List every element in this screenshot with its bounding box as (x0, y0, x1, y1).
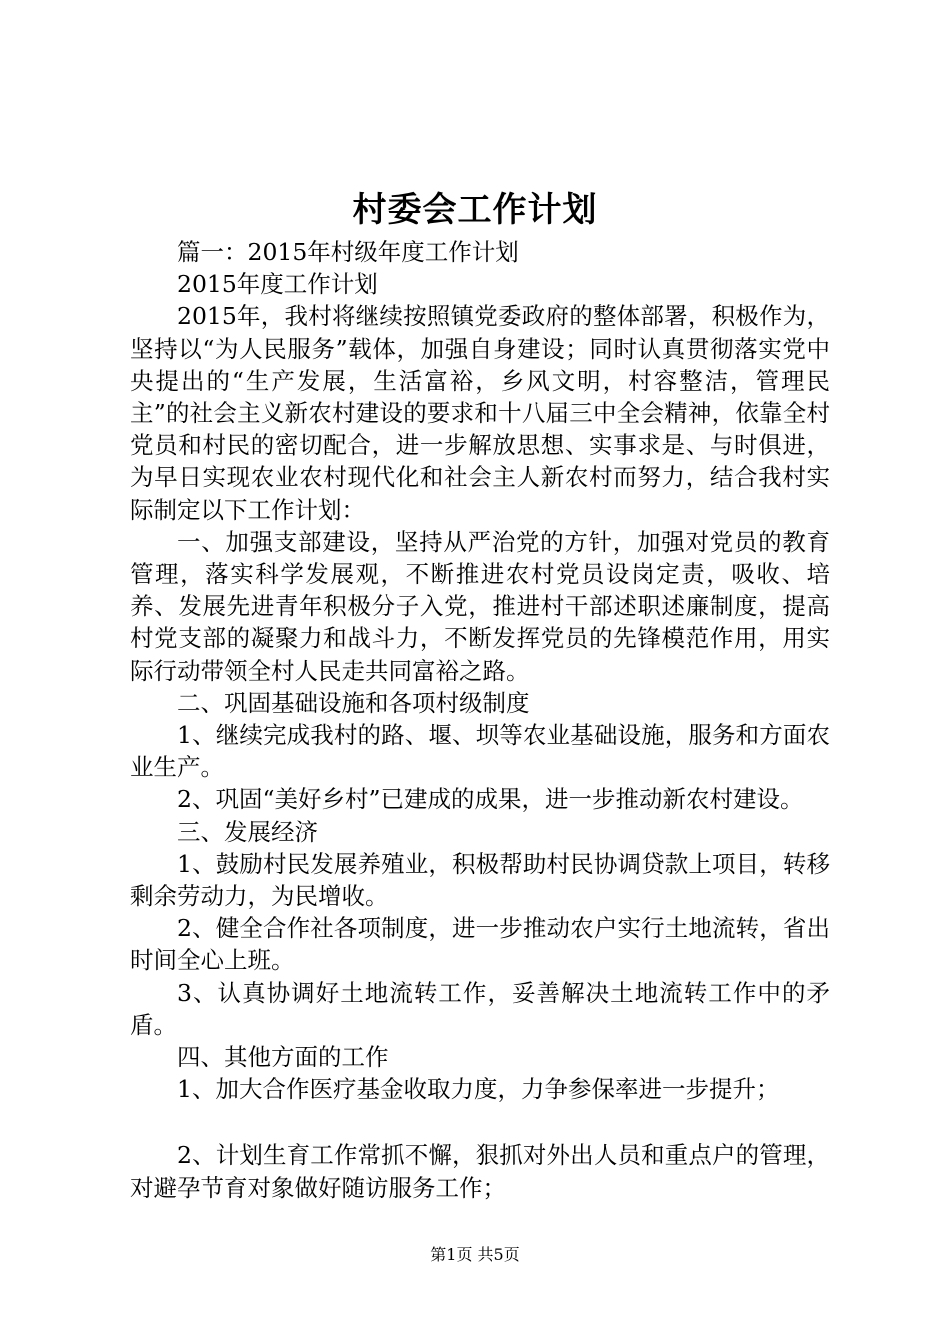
section-heading: 二、巩固基础设施和各项村级制度 (177, 688, 530, 717)
paragraph: 2015年，我村将继续按照镇党委政府的整体部署，积极作为，坚持以“为人民服务”载体，加强自身建设；同时认真贯彻落实党中央提出的“生产发展，生活富裕，乡风文明，村容整洁，管理民主”的社会主义新农村建设的要求和十八届三中全会精神，依靠全村党员和村民的密切配合，进一步解放思想、实事求是、与时俱进，为早日实现农业农村现代化和社会主人新农村而努力，结合我村实际制定以下工作计划： (130, 302, 830, 524)
document-title: 村委会工作计划 (352, 190, 598, 230)
list-item: 2、计划生育工作常抓不懈，狠抓对外出人员和重点户的管理，对避孕节育对象做好随访服务工作； (130, 1141, 830, 1202)
list-item: 3、认真协调好土地流转工作，妥善解决土地流转工作中的矛盾。 (130, 978, 830, 1039)
section-heading: 篇一：2015年村级年度工作计划 (177, 238, 519, 266)
document-body (130, 236, 830, 1204)
subheading: 2015年度工作计划 (177, 270, 378, 299)
list-item: 2、健全合作社各项制度，进一步推动农户实行土地流转，省出时间全心上班。 (130, 914, 830, 975)
list-item: 1、加大合作医疗基金收取力度，力争参保率进一步提升； (177, 1075, 780, 1104)
list-item: 2、巩固“美好乡村”已建成的成果，进一步推动新农村建设。 (177, 785, 804, 814)
list-item: 1、鼓励村民发展养殖业，积极帮助村民协调贷款上项目，转移剩余劳动力，为民增收。 (130, 849, 830, 911)
list-item: 1、继续完成我村的路、堰、坝等农业基础设施，服务和方面农业生产。 (130, 721, 830, 782)
page-footer: 第1页 共5页 (430, 1245, 520, 1264)
paragraph: 一、加强支部建设，坚持从严治党的方针，加强对党员的教育管理，落实科学发展观，不断推进农村党员设岗定责，吸收、培养、发展先进青年积极分子入党，推进村干部述职述廉制度，提高村党支部的凝聚力和战斗力，不断发挥党员的先锋模范作用，用实际行动带领全村人民走共同富裕之路。 (130, 527, 830, 685)
section-heading: 三、发展经济 (177, 817, 318, 846)
section-heading: 四、其他方面的工作 (177, 1043, 389, 1072)
